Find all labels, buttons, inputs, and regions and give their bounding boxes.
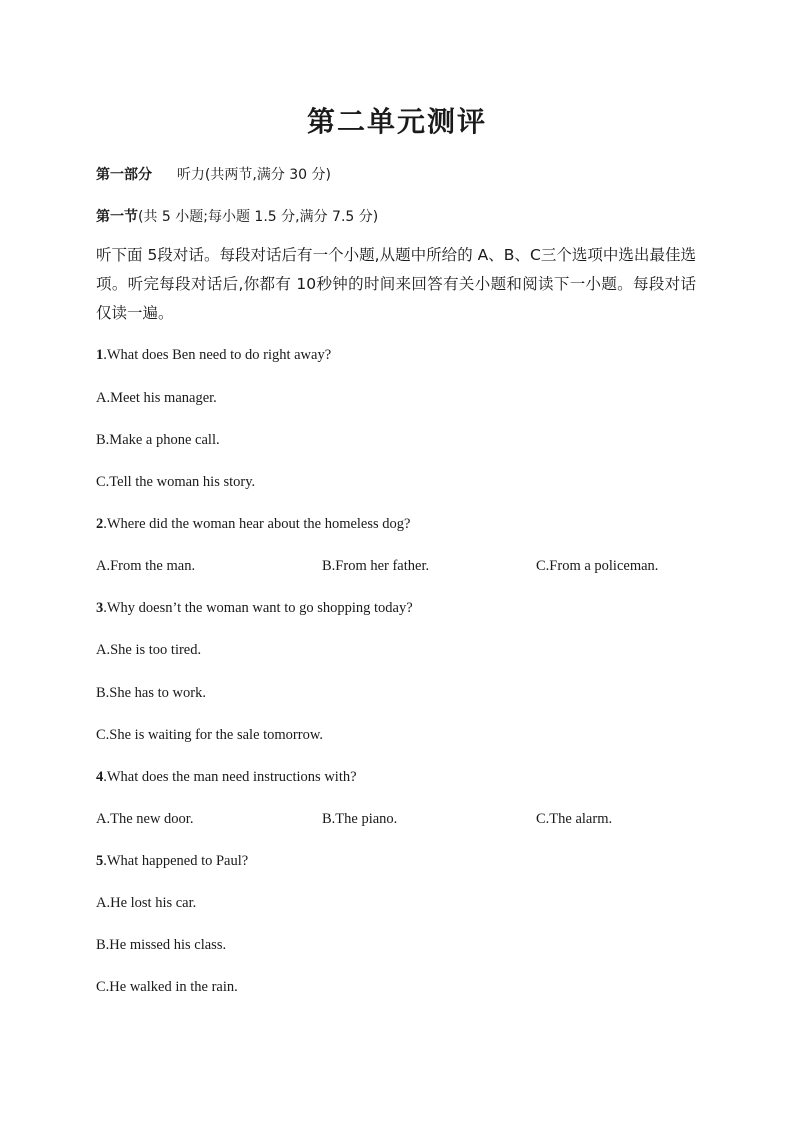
question-number: 5 (96, 853, 104, 869)
question-text: .Where did the woman hear about the homeless dog? (103, 516, 411, 532)
question-text: .What does Ben need to do right away? (103, 347, 332, 363)
question-4 (96, 769, 357, 786)
option-2c: C.From a policeman. (536, 558, 659, 574)
option-4c: C.The alarm. (536, 811, 613, 827)
option-1c: C.Tell the woman his story. (96, 474, 256, 490)
page-title: 第二单元测评 (306, 105, 487, 138)
part-label: 第一部分 (96, 167, 152, 183)
question-number: 3 (96, 600, 104, 616)
option-1a: A.Meet his manager. (96, 390, 217, 406)
question-text: .What happened to Paul? (103, 853, 249, 869)
part-desc: 听力(共两节,满分 30 分) (176, 167, 331, 183)
option-4b: B.The piano. (322, 811, 398, 827)
option-1b: B.Make a phone call. (96, 432, 220, 448)
option-2a: A.From the man. (96, 558, 196, 574)
question-2 (96, 516, 410, 533)
section-label: 第一节 (96, 209, 138, 225)
question-number: 4 (96, 769, 104, 785)
option-5b: B.He missed his class. (96, 937, 227, 953)
option-3c: C.She is waiting for the sale tomorrow. (96, 727, 323, 743)
question-text: .What does the man need instructions with? (103, 769, 357, 785)
option-5a: A.He lost his car. (96, 895, 197, 911)
question-number: 1 (96, 347, 104, 363)
question-number: 2 (96, 516, 104, 532)
option-2b: B.From her father. (322, 558, 430, 574)
option-3a: A.She is too tired. (96, 642, 202, 658)
question-5 (96, 853, 248, 870)
option-5c: C.He walked in the rain. (96, 979, 238, 995)
option-4a: A.The new door. (96, 811, 194, 827)
part-heading (96, 164, 331, 184)
section-heading (96, 206, 378, 226)
option-3b: B.She has to work. (96, 685, 206, 701)
question-3 (96, 600, 413, 617)
section-desc: (共 5 小题;每小题 1.5 分,满分 7.5 分) (138, 209, 379, 225)
instructions-paragraph: 听下面 5段对话。每段对话后有一个小题,从题中所给的 A、B、C三个选项中选出最佳选项。听完每段对话后,你都有 10秒钟的时间来回答有关小题和阅读下一小题。每段对话仅读一遍。 (96, 246, 696, 322)
question-text: .Why doesn’t the woman want to go shopping today? (103, 600, 413, 616)
question-1 (96, 347, 331, 364)
